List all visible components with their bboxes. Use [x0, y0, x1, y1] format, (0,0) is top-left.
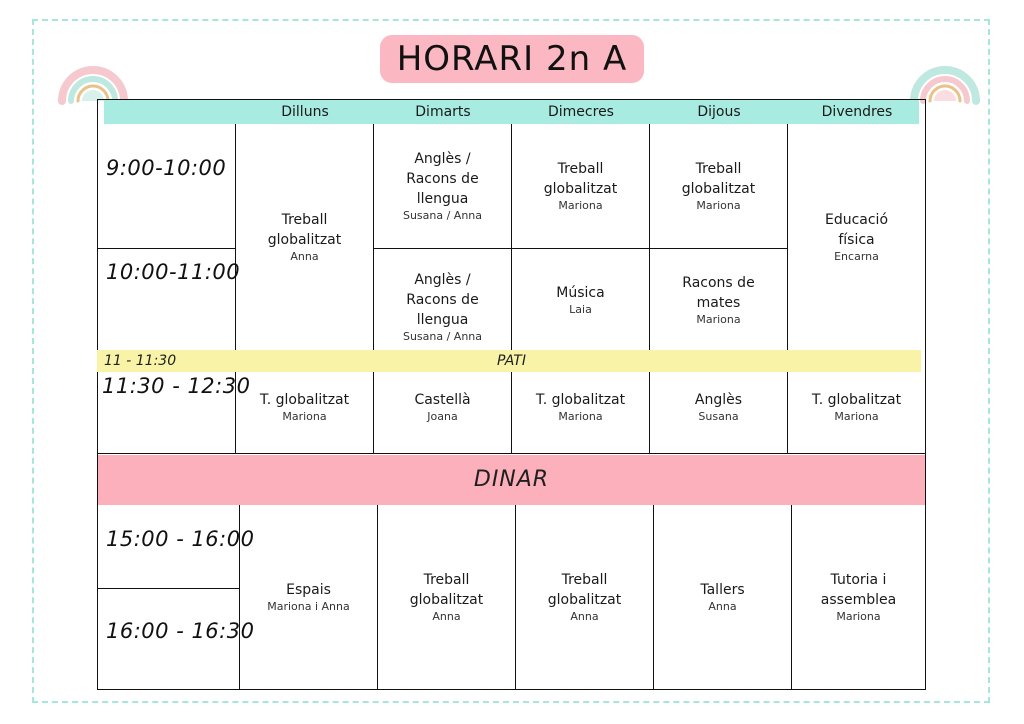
subject-label: Anglès / Racons de llengua: [406, 272, 479, 328]
subject-label: Castellà: [414, 392, 471, 408]
teacher-label: Anna: [708, 600, 737, 613]
schedule-cell: [240, 505, 377, 689]
subject-label: T. globalitzat: [811, 392, 902, 408]
teacher-label: Mariona: [282, 410, 327, 423]
subject-label: Música: [556, 284, 605, 301]
schedule-cell: [788, 372, 925, 442]
subject-label: Anglès / Racons de llengua: [406, 151, 479, 207]
subject-label: T. globalitzat: [535, 392, 626, 408]
break-time: 11 - 11:30: [104, 353, 177, 369]
time-slot-label: 9:00-10:00: [106, 156, 227, 180]
grid-line: [98, 453, 926, 454]
time-slot-label: 15:00 - 16:00: [106, 527, 255, 551]
teacher-label: Joana: [427, 410, 458, 423]
rainbow-icon: [908, 35, 982, 107]
teacher-label: Laia: [569, 302, 592, 316]
schedule-cell: [792, 505, 925, 689]
schedule-cell: [788, 124, 925, 350]
schedule-cell: [374, 249, 511, 350]
subject-label: Anglès: [694, 392, 743, 408]
teacher-label: Susana / Anna: [402, 330, 483, 343]
schedule-cell: [512, 249, 649, 350]
subject-label: Tutoria i assemblea: [820, 572, 897, 608]
subject-label: Tallers: [700, 582, 745, 598]
grid-line: [98, 248, 235, 249]
subject-label: T. globalitzat: [259, 392, 350, 408]
day-header: Dimecres: [548, 104, 614, 120]
schedule-cell: [512, 124, 649, 248]
subject-label: Treball globalitzat: [409, 572, 484, 608]
day-header: Dijous: [697, 104, 741, 120]
teacher-label: Mariona: [696, 312, 741, 326]
schedule-cell: [512, 372, 649, 442]
time-slot-label: 11:30 - 12:30: [102, 374, 251, 398]
subject-label: Treball globalitzat: [681, 161, 756, 197]
subject-label: Educació física: [824, 212, 889, 248]
teacher-label: Mariona i Anna: [267, 600, 350, 613]
schedule-cell: [650, 372, 787, 442]
subject-label: Treball globalitzat: [543, 161, 618, 197]
teacher-label: Encarna: [834, 250, 879, 263]
schedule-cell: [374, 124, 511, 248]
teacher-label: Susana / Anna: [402, 209, 483, 222]
day-header: Dilluns: [281, 104, 329, 120]
lunch-label: DINAR: [473, 467, 550, 492]
teacher-label: Mariona: [696, 199, 741, 212]
break-label: PATI: [497, 353, 526, 369]
schedule-cell: [236, 372, 373, 442]
rainbow-icon: [56, 35, 130, 107]
schedule-cell: [654, 505, 791, 689]
teacher-label: Anna: [432, 610, 461, 623]
time-slot-label: 10:00-11:00: [106, 260, 241, 284]
teacher-label: Mariona: [558, 199, 603, 212]
teacher-label: Susana: [698, 410, 739, 423]
teacher-label: Anna: [290, 250, 319, 263]
teacher-label: Anna: [570, 610, 599, 623]
schedule-cell: [374, 372, 511, 442]
teacher-label: Mariona: [836, 610, 881, 623]
schedule-cell: [378, 505, 515, 689]
time-slot-label: 16:00 - 16:30: [106, 619, 255, 643]
page-title: HORARI 2n A: [380, 35, 644, 83]
schedule-cell: [650, 124, 787, 248]
schedule-cell: [516, 505, 653, 689]
subject-label: Treball globalitzat: [547, 572, 622, 608]
teacher-label: Mariona: [834, 410, 879, 423]
schedule-cell: [650, 249, 787, 350]
subject-label: Espais: [286, 582, 331, 598]
teacher-label: Mariona: [558, 410, 603, 423]
day-header: Dimarts: [415, 104, 471, 120]
schedule-cell: [236, 124, 373, 350]
grid-line: [98, 588, 239, 589]
day-header: Divendres: [821, 104, 893, 120]
subject-label: Treball globalitzat: [267, 212, 342, 248]
subject-label: Racons de mates: [682, 274, 755, 311]
